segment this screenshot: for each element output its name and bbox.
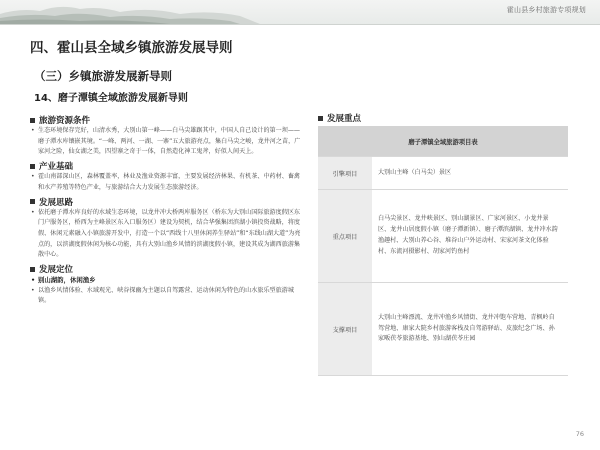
table-cell-category: 支撑项目 [318, 283, 372, 376]
industry-text: • 霍山南部深山区，森林覆盖率，林业及渔业资源丰富，主要发展经济林果、有机茶、中药材、畜禽和水产养殖等特色产业，与旅游结合大力发展生态旅游经济。 [31, 173, 301, 191]
table-row [318, 283, 568, 376]
table-row [318, 157, 568, 190]
header-title: 霍山县乡村旅游专项规划 [506, 6, 586, 14]
square-bullet-icon [30, 267, 35, 272]
square-bullet-icon [318, 116, 323, 121]
ideas-text: • 依托磨子潭水库良好的水域生态环境，以龙井冲大桥两库服务区（桥东为大别山国际旅游度假区东门户服务区，桥西为主峰景区东入口服务区）建设为契机，结合华强集团滨湖小镇投资战略，将度假、休闲元素融入小镇旅游开发中，打造一个以“西线十八里休闲养生驿站”和“东线山湖大道”为亮点的，以滨湖度假休闲为核心功能，具有大别山渔乡风情的滨湖度假小镇，建设其成为湖西旅游集散中心。 [31, 208, 301, 259]
dot-bullet-icon: • [31, 208, 35, 216]
positioning-text: • 以渔乡风情体验、水域观光、峡谷探幽为主题以自驾露营、运动休闲为特色的山水旅乐型旅游城镇。 [31, 286, 294, 305]
resources-heading: 旅游资源条件 [30, 114, 305, 126]
dot-bullet-icon: • [31, 127, 35, 134]
square-bullet-icon [30, 118, 35, 123]
table-cell-content: 白马尖景区、龙井峡景区、别山湖景区、广家河景区、小龙井景区、龙井山居度假小镇（磨子潭新镇）、磨子潭滨湖镇、龙井冲水韵渔趣村、大别山养心谷、堆谷山户外运动村、宋家河茶文化体验村、东流河摄影村、胡家河钓鱼村 [372, 190, 568, 283]
dot-bullet-icon: • [31, 173, 35, 181]
table-row [318, 190, 568, 283]
square-bullet-icon [30, 164, 35, 169]
section-title: （三）乡镇旅游发展新导则 [34, 69, 172, 83]
subsection-title: 14、磨子潭镇全域旅游发展新导则 [34, 93, 188, 104]
table-cell-content: 大别山主峰漂流、龙井冲渔乡风情街、龙井冲饱车营地、青枫岭自驾营地、康家大院乡村旅游客栈及自驾游驿站、皮旅纪念广场、孙家畈茯苓旅游基地、别山湖茯苓庄园 [372, 283, 568, 376]
chapter-title: 四、霍山县全域乡镇旅游发展导则 [30, 40, 233, 56]
table-cell-category: 引擎项目 [318, 157, 372, 190]
square-bullet-icon [30, 199, 35, 204]
resources-text: • 生态环境保存完好，山清水秀，大别山第一峰——白马尖雄踞其中，中国人自己设计的第一坝——磨子潭水库镶嵌其境。“一峰、两河、一湖、一寨”五大旅游亮点，集白马尖之峻，龙井河之苗，广家河之险，仙女湖之美，四望寨之奇于一体，自然造化神工鬼斧，好似人间天上。 [31, 127, 301, 156]
project-table [318, 126, 568, 376]
positioning-heading: 发展定位 [30, 263, 305, 275]
industry-heading: 产业基础 [30, 160, 305, 172]
focus-heading: 发展重点 [318, 112, 361, 124]
header-divider [0, 24, 600, 25]
header-banner [0, 0, 600, 24]
table-cell-category: 重点项目 [318, 190, 372, 283]
ideas-heading: 发展思路 [30, 196, 305, 208]
dot-bullet-icon: • [31, 286, 35, 294]
table-header-row [318, 126, 568, 157]
table-title: 磨子潭镇全域旅游项目表 [318, 126, 568, 157]
positioning-slogan: • 别山湖韵，休闲渔乡 [31, 276, 96, 285]
table-cell-content: 大别山主峰（白马尖）景区 [372, 157, 568, 190]
page-number: 76 [575, 430, 584, 438]
dot-bullet-icon: • [31, 276, 36, 285]
left-column [30, 112, 305, 309]
